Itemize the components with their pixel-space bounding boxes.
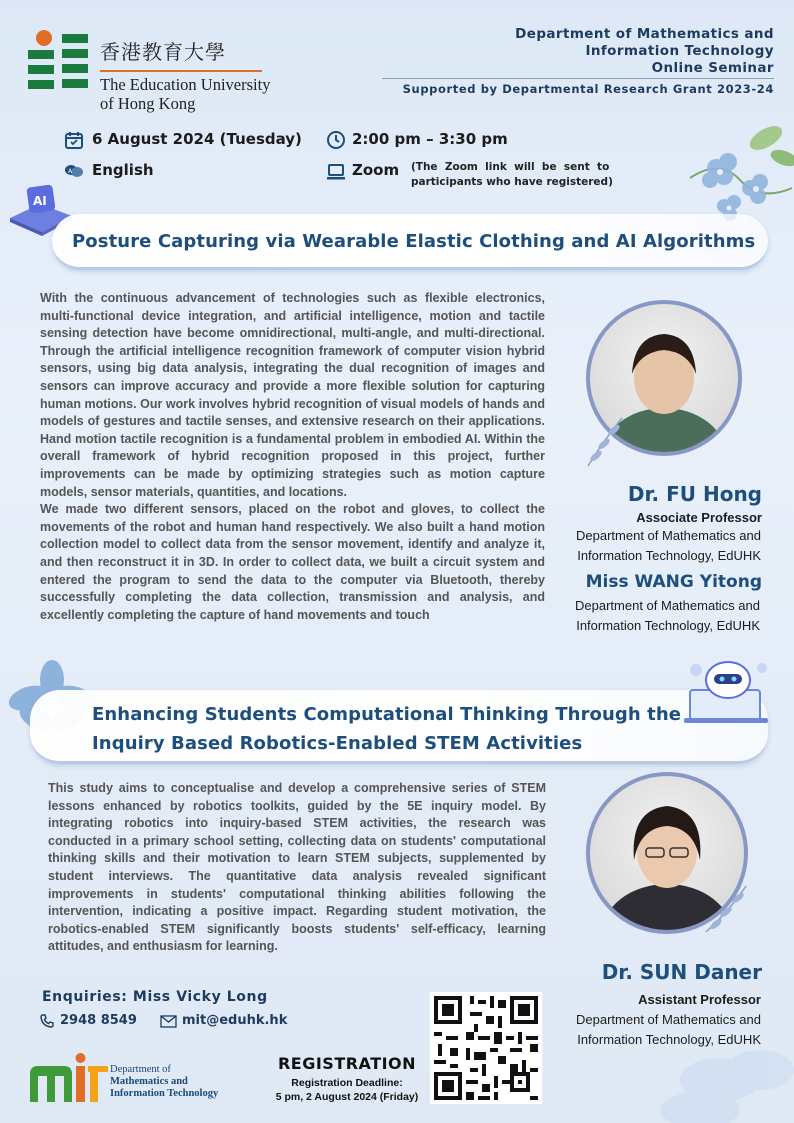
- eduhk-logo-text: [100, 36, 270, 113]
- speaker2-aff-line1: Department of Mathematics and: [575, 598, 760, 613]
- speaker3-aff-line2: Information Technology, EdUHK: [577, 1031, 761, 1047]
- logo-chinese-name: 香港教育大學: [100, 40, 226, 64]
- logo-divider: [100, 70, 262, 72]
- clock-icon: [326, 130, 346, 150]
- talk1-abstract-para1: With the continuous advancement of technologies such as flexible electronics, multi-functional device integration, and artificial intelligence, motion and tactile sensing detection have become omnidirectional, multi-angle, and multi-directional. Through the artificial intelligence recognition framework of computer vision hybrid sensors, using big data analysis, integrating the dual recognition of images and sensors can improve accuracy and provide a more flexible solution for capturing human motions. Our work involves hybrid recognition of visual models of hands and models of gestures and tactile senses, and extensive research on their applications. Hand motion tactile recognition is a fundamental problem in embodied AI. Within the overall framework of hybrid recognition proposed in this project, further improvements can be made by optimizing strategies such as motion capture models, sensor materials, quantities, and locations.: [40, 291, 545, 499]
- event-language: English: [92, 161, 154, 179]
- email-icon: [160, 1015, 177, 1028]
- supported-by-text: Supported by Departmental Research Grant 2023-24: [402, 82, 774, 96]
- zoom-note-line2: participants who have registered): [411, 176, 613, 188]
- speaker1-aff-line2: Information Technology, EdUHK: [577, 547, 761, 563]
- mit-department-name: [110, 1064, 218, 1100]
- registration-heading[interactable]: REGISTRATION: [277, 1054, 417, 1073]
- department-heading: [515, 26, 774, 77]
- registration-deadline-label: Registration Deadline:: [291, 1077, 403, 1089]
- talk1-title: Posture Capturing via Wearable Elastic Clothing and AI Algorithms: [72, 231, 756, 252]
- speaker2-aff-line2: Information Technology, EdUHK: [576, 617, 760, 633]
- talk2-title-line2: Inquiry Based Robotics-Enabled STEM Activities: [92, 733, 583, 754]
- speaker2-affiliation: [575, 596, 760, 635]
- speaker3-affiliation: [576, 1010, 761, 1049]
- event-platform: Zoom: [352, 161, 400, 179]
- talk2-title: [92, 700, 681, 758]
- svg-text:A: A: [68, 168, 73, 175]
- robot-laptop-icon: [682, 656, 774, 726]
- dept-line1: Department of Mathematics and: [515, 26, 774, 42]
- flower-decoration-bottom-right: [640, 1040, 794, 1123]
- zoom-note-line1: (The Zoom link will be sent to: [411, 161, 610, 173]
- speaker1-name: Dr. FU Hong: [627, 482, 762, 506]
- talk2-abstract: [48, 780, 546, 956]
- laptop-icon: [326, 162, 346, 182]
- speaker1-affiliation: [576, 526, 761, 565]
- speaker1-role: Associate Professor: [636, 510, 762, 525]
- dept-line2: Information Technology: [585, 43, 774, 59]
- event-date: 6 August 2024 (Tuesday): [92, 130, 302, 148]
- svg-text:AI: AI: [33, 194, 47, 208]
- language-icon: [64, 161, 84, 181]
- logo-english-line1: The Education University: [100, 75, 271, 94]
- calendar-icon: [64, 130, 84, 150]
- registration-qr-code[interactable]: [430, 992, 542, 1104]
- speaker3-aff-line1: Department of Mathematics and: [576, 1012, 761, 1027]
- email-address[interactable]: mit@eduhk.hk: [182, 1013, 288, 1028]
- speaker3-role: Assistant Professor: [638, 992, 761, 1007]
- dept-line3: Online Seminar: [651, 60, 774, 76]
- event-time: 2:00 pm – 3:30 pm: [352, 130, 508, 148]
- phone-number[interactable]: 2948 8549: [60, 1013, 137, 1028]
- flower-decoration-top-right: [680, 118, 794, 228]
- mit-line2: Mathematics and: [110, 1076, 188, 1087]
- phone-icon: [40, 1014, 54, 1028]
- talk2-title-line1: Enhancing Students Computational Thinking Through the: [92, 704, 682, 725]
- leaf-sprig-icon: [700, 880, 750, 940]
- talk1-abstract: [40, 290, 545, 624]
- speaker2-name: Miss WANG Yitong: [585, 572, 762, 592]
- speaker3-name: Dr. SUN Daner: [601, 960, 762, 984]
- leaf-sprig-icon: [578, 410, 628, 470]
- registration-deadline-date: 5 pm, 2 August 2024 (Friday): [275, 1091, 419, 1103]
- mit-line1: Department of: [110, 1064, 171, 1075]
- speaker1-aff-line1: Department of Mathematics and: [576, 528, 761, 543]
- talk1-abstract-para2: We made two different sensors, placed on the robot and gloves, to collect the movements of the robot and human hand respectively. We also built a hand motion collection model to collect data from the sensor movement, identify and analyze it, and then reconstruct it in 3D. In order to collect data, we built a circuit system and entered the program to send the data to the computer via Bluetooth, thereby successfully completing the data collection, transmission and analysis, and excellently completing the capture of hand movements and touch: [40, 502, 545, 622]
- eduhk-logo-icon: [28, 28, 92, 96]
- registration-block: [272, 1054, 422, 1104]
- mit-department-logo-icon: [30, 1052, 112, 1104]
- header-divider: [382, 78, 774, 79]
- logo-english-line2: of Hong Kong: [100, 94, 196, 113]
- talk2-abstract-para: This study aims to conceptualise and develop a comprehensive series of STEM lessons enhanced by robotics toolkits, guided by the 5E inquiry model. By integrating robotics into inquiry-based STEM activities, the research was conducted in a primary school setting, collecting data on students' computational thinking skills and their motivation to learn STEM subjects, supplemented by student interviews. The quantitative data analysis revealed significant improvements in students' computational thinking abilities following the intervention, indicating a positive impact. Regarding student motivation, the robotics-enabled STEM significantly boosts students' self-efficacy, learning attitudes, and enthusiasm for learning.: [48, 781, 546, 954]
- mit-line3: Information Technology: [110, 1088, 219, 1099]
- zoom-note: [411, 160, 613, 190]
- enquiries-contact: Enquiries: Miss Vicky Long: [42, 989, 268, 1005]
